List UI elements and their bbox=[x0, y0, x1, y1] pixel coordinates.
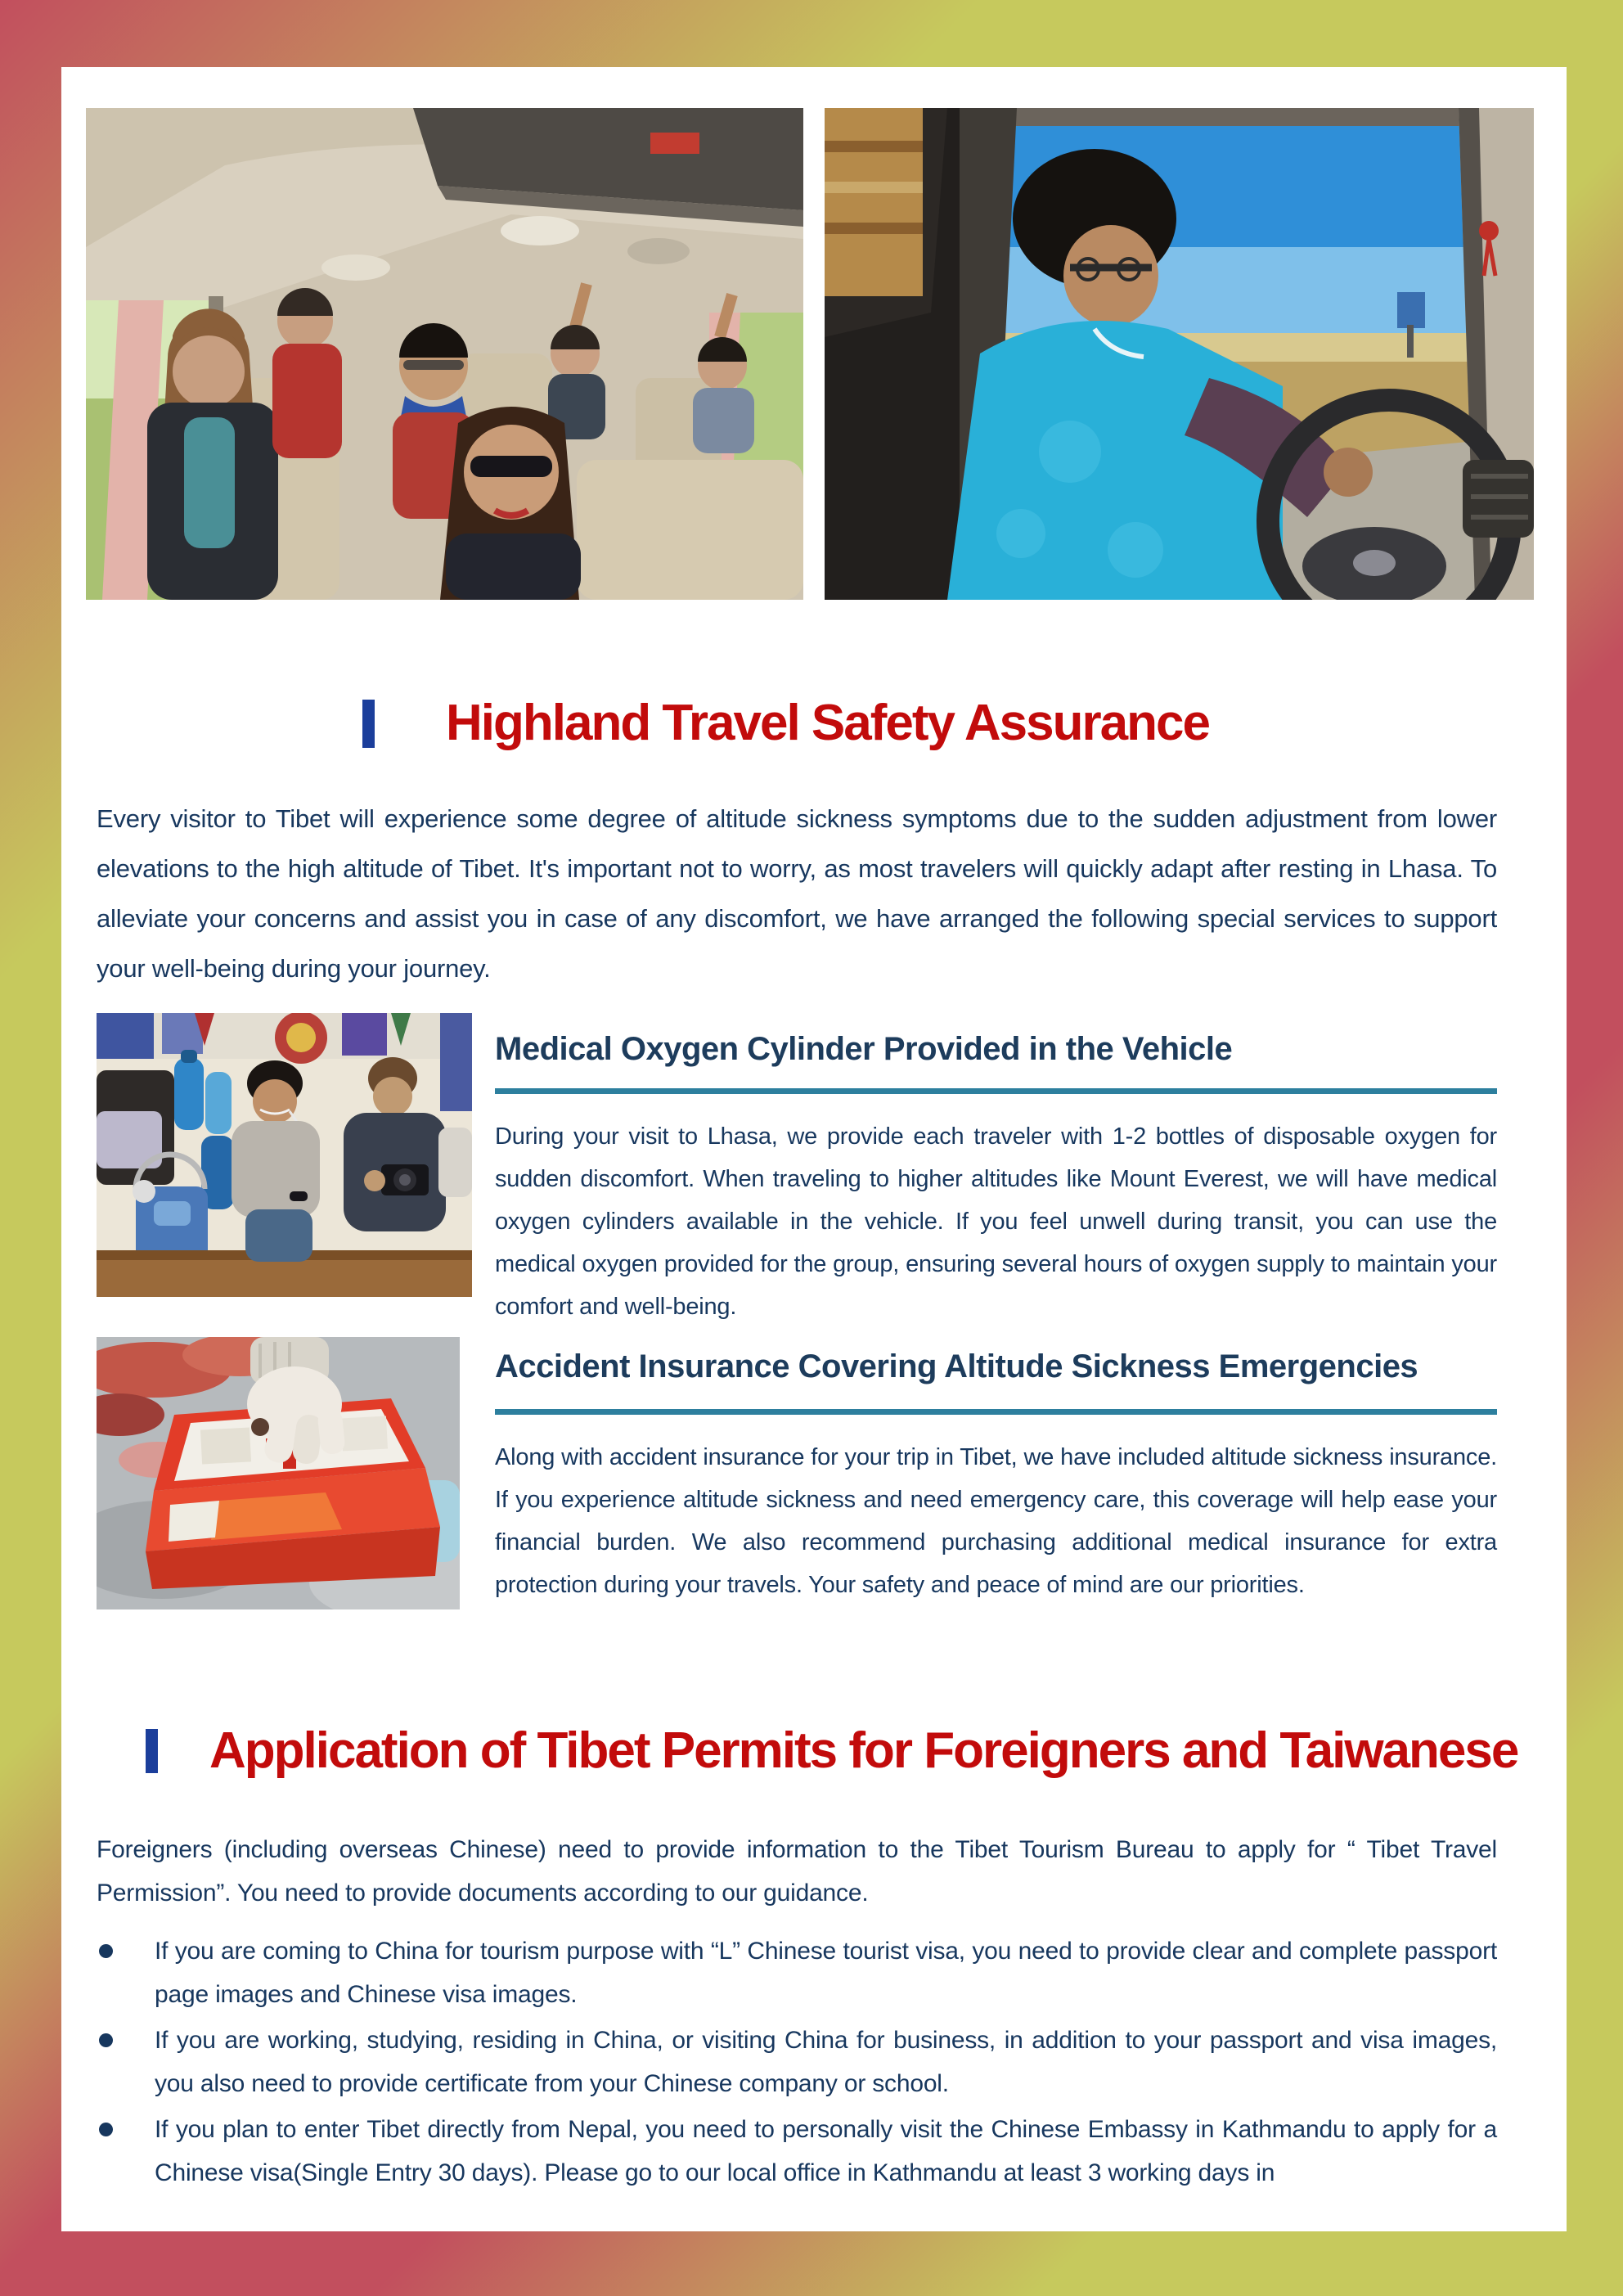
title-accent-bar bbox=[146, 1729, 158, 1773]
hero-photo-driver bbox=[825, 108, 1534, 600]
service-photo-first-aid-kit bbox=[97, 1337, 460, 1609]
permits-title: Application of Tibet Permits for Foreigners and Taiwanese bbox=[209, 1722, 1518, 1779]
bullet-text: If you are working, studying, residing in China, or visiting China for business, in addition to your passport and visa images, you also need to provide certificate from your Chinese company or school. bbox=[155, 2027, 1497, 2097]
list-item bbox=[97, 1929, 1497, 2016]
bullet-text: If you are coming to China for tourism purpose with “L” Chinese tourist visa, you need to provide clear and complete passport page images and Chinese visa images. bbox=[155, 1938, 1497, 2008]
document-page bbox=[61, 67, 1567, 2231]
permits-title-row bbox=[146, 1718, 1517, 1784]
service-photo-oxygen-room bbox=[97, 1013, 472, 1297]
permits-bullet-list bbox=[97, 1929, 1497, 2197]
list-item bbox=[97, 2019, 1497, 2105]
safety-title-row bbox=[362, 691, 1209, 756]
permits-intro-paragraph: Foreigners (including overseas Chinese) need to provide information to the Tibet Tourism Bureau to apply for “ Tibet Travel Permission”. You need to provide documents according to our guidance. bbox=[97, 1836, 1497, 1907]
bullet-icon bbox=[99, 2123, 113, 2136]
service1-title: Medical Oxygen Cylinder Provided in the Vehicle bbox=[495, 1031, 1233, 1067]
bullet-icon bbox=[99, 2033, 113, 2047]
bullet-text: If you plan to enter Tibet directly from Nepal, you need to personally visit the Chinese Embassy in Kathmandu to apply for a Chinese visa(Single Entry 30 days). Please go to our local office in Kathmandu at least 3 working days in bbox=[155, 2116, 1497, 2186]
safety-intro-paragraph: Every visitor to Tibet will experience some degree of altitude sickness symptoms due to the sudden adjustment from lower elevations to the high altitude of Tibet. It's important not to worry, as most travelers will quickly adapt after resting in Lhasa. To alleviate your concerns and assist you in case of any discomfort, we have arranged the following special services to support your well-being during your journey. bbox=[97, 804, 1497, 983]
service2-rule bbox=[495, 1409, 1497, 1415]
list-item bbox=[97, 2108, 1497, 2195]
title-accent-bar bbox=[362, 700, 375, 748]
service2-title: Accident Insurance Covering Altitude Sickness Emergencies bbox=[495, 1348, 1418, 1384]
hero-photo-bus-interior bbox=[86, 108, 803, 600]
bullet-icon bbox=[99, 1944, 113, 1958]
service2-paragraph: Along with accident insurance for your trip in Tibet, we have included altitude sickness insurance. If you experience altitude sickness and need emergency care, this coverage will help ease your financial burden. We also recommend purchasing additional medical insurance for extra protection during your travels. Your safety and peace of mind are our priorities. bbox=[495, 1444, 1497, 1598]
service1-rule bbox=[495, 1088, 1497, 1094]
safety-title: Highland Travel Safety Assurance bbox=[446, 695, 1209, 751]
service1-paragraph: During your visit to Lhasa, we provide each traveler with 1-2 bottles of disposable oxygen for sudden discomfort. When traveling to higher altitudes like Mount Everest, we will have medical oxygen cylinders available in the vehicle. If you feel unwell during transit, you can use the medical oxygen provided for the group, ensuring several hours of oxygen supply to maintain your comfort and well-being. bbox=[495, 1123, 1497, 1320]
